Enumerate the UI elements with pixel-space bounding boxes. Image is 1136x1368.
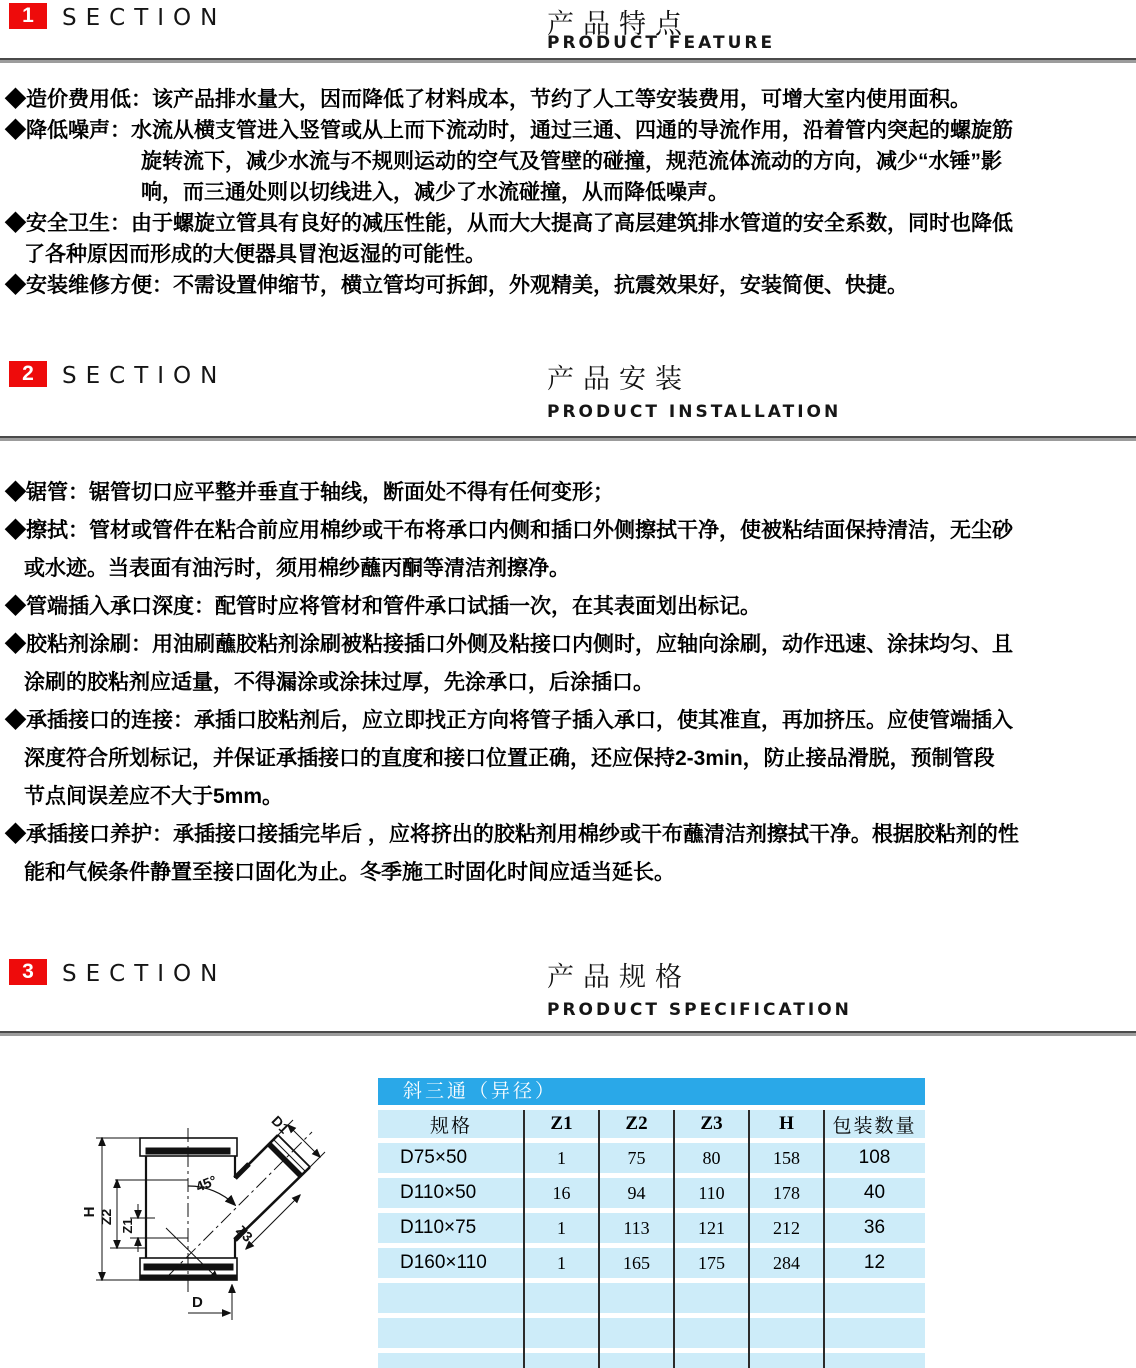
col-header-h: H: [749, 1110, 824, 1138]
install-line: ◆承插接口的连接：承插口胶粘剂后，应立即找正方向将管子插入承口，使其准直，再加挤压。应使管端插入: [5, 709, 1013, 732]
feature-line: ◆造价费用低：该产品排水量大，因而降低了材料成本，节约了人工等安装费用，可增大室内使用面积。: [5, 88, 971, 111]
install-line: ◆胶粘剂涂刷：用油刷蘸胶粘剂涂刷被粘接插口外侧及粘接口内侧时，应轴向涂刷，动作迅速、涂抹均匀、且: [5, 633, 1013, 656]
table-row: [378, 1143, 925, 1173]
table-row: [378, 1248, 925, 1278]
dim-d1-label: D1: [268, 1112, 293, 1137]
spec-table: [378, 1078, 925, 1368]
section-1-title-en: PRODUCT FEATURE: [547, 33, 776, 53]
fitting-dimension-diagram: [60, 1098, 360, 1368]
cell-z1: 16: [524, 1178, 599, 1208]
column-divider: [523, 1110, 525, 1368]
cell-z3: 121: [674, 1213, 749, 1243]
cell-z2: 94: [599, 1178, 674, 1208]
install-line: ◆承插接口养护：承插接口接插完毕后 ，应将挤出的胶粘剂用棉纱或干布蘸清洁剂擦拭干净。根据胶粘剂的性: [5, 823, 1019, 846]
cell-z3: 80: [674, 1143, 749, 1173]
cell-z2: 113: [599, 1213, 674, 1243]
column-divider: [748, 1110, 750, 1368]
cell-z1: 1: [524, 1213, 599, 1243]
install-line: ◆擦拭：管材或管件在粘合前应用棉纱或干布将承口内侧和插口外侧擦拭干净，使被粘结面保持清洁，无尘砂: [5, 519, 1013, 542]
install-line: 或水迹。当表面有油污时，须用棉纱蘸丙酮等清洁剂擦净。: [24, 557, 570, 580]
section-3-label: SECTION: [62, 961, 227, 987]
feature-line: ◆降低噪声：水流从横支管进入竖管或从上而下流动时，通过三通、四通的导流作用，沿着管内突起的螺旋筋: [5, 119, 1013, 142]
feature-line: 了各种原因而形成的大便器具冒泡返湿的可能性。: [24, 243, 486, 266]
feature-line: 旋转流下，减少水流与不规则运动的空气及管壁的碰撞，规范流体流动的方向，减少“水锤”影: [141, 150, 1002, 173]
col-header-z1: Z1: [524, 1110, 599, 1138]
feature-line: ◆安全卫生：由于螺旋立管具有良好的减压性能，从而大大提高了高层建筑排水管道的安全系数，同时也降低: [5, 212, 1013, 235]
feature-list: [5, 84, 1013, 301]
table-row-empty: [378, 1283, 925, 1313]
cell-h: 178: [749, 1178, 824, 1208]
table-row: [378, 1213, 925, 1243]
section-3-title-en: PRODUCT SPECIFICATION: [547, 1000, 852, 1020]
cell-z3: 110: [674, 1178, 749, 1208]
dim-h-label: H: [81, 1206, 98, 1218]
cell-z2: 165: [599, 1248, 674, 1278]
section-2-badge: 2: [9, 361, 47, 387]
table-row: [378, 1178, 925, 1208]
table-row-empty: [378, 1318, 925, 1348]
column-divider: [823, 1110, 825, 1368]
spec-table-header-row: [378, 1110, 925, 1138]
section-3-badge: 3: [9, 959, 47, 985]
cell-h: 158: [749, 1143, 824, 1173]
install-line: 能和气候条件静置至接口固化为止。冬季施工时固化时间应适当延长。: [24, 861, 675, 884]
section-1-title-cn: 产品特点: [547, 9, 691, 39]
section-2-label: SECTION: [62, 363, 227, 389]
col-header-spec: 规格: [378, 1110, 524, 1138]
installation-list: [5, 474, 1019, 892]
column-divider: [673, 1110, 675, 1368]
col-header-z3: Z3: [674, 1110, 749, 1138]
cell-pkg: 12: [824, 1248, 925, 1278]
angle-label: 45°: [193, 1171, 219, 1195]
dim-d-label: D: [192, 1294, 203, 1311]
cell-h: 284: [749, 1248, 824, 1278]
cell-pkg: 36: [824, 1213, 925, 1243]
install-line: 涂刷的胶粘剂应适量，不得漏涂或涂抹过厚，先涂承口，后涂插口。: [24, 671, 654, 694]
section-1-badge: 1: [9, 3, 47, 29]
column-divider: [598, 1110, 600, 1368]
section-1-divider: [0, 58, 1136, 63]
spec-table-title: 斜三通（异径）: [378, 1078, 925, 1105]
cell-spec: D110×50: [378, 1178, 524, 1208]
section-2-title-en: PRODUCT INSTALLATION: [547, 402, 842, 422]
section-1-label: SECTION: [62, 5, 227, 31]
section-2-title-cn: 产品安装: [547, 364, 691, 394]
section-3-divider: [0, 1031, 1136, 1036]
col-header-z2: Z2: [599, 1110, 674, 1138]
cell-z2: 75: [599, 1143, 674, 1173]
cell-z1: 1: [524, 1143, 599, 1173]
install-line: 节点间误差应不大于5mm。: [24, 785, 284, 808]
dim-z3-label: Z3: [233, 1222, 256, 1245]
cell-spec: D75×50: [378, 1143, 524, 1173]
section-2-divider: [0, 436, 1136, 441]
feature-line: ◆安装维修方便：不需设置伸缩节，横立管均可拆卸，外观精美，抗震效果好，安装简便、快捷。: [5, 274, 908, 297]
install-line: ◆锯管：锯管切口应平整并垂直于轴线，断面处不得有任何变形；: [5, 481, 614, 504]
install-line: ◆管端插入承口深度：配管时应将管材和管件承口试插一次，在其表面划出标记。: [5, 595, 761, 618]
feature-line: 响，而三通处则以切线进入，减少了水流碰撞，从而降低噪声。: [141, 181, 729, 204]
dim-z1-label: Z1: [120, 1218, 135, 1234]
cell-z1: 1: [524, 1248, 599, 1278]
cell-spec: D160×110: [378, 1248, 524, 1278]
col-header-package: 包装数量: [824, 1110, 925, 1138]
install-line: 深度符合所划标记，并保证承插接口的直度和接口位置正确，还应保持2-3min，防止接品滑脱，预制管段: [24, 747, 995, 770]
dim-z2-label: Z2: [98, 1208, 114, 1226]
cell-h: 212: [749, 1213, 824, 1243]
cell-z3: 175: [674, 1248, 749, 1278]
table-row-empty: [378, 1353, 925, 1368]
section-3-title-cn: 产品规格: [547, 962, 691, 992]
cell-pkg: 40: [824, 1178, 925, 1208]
cell-spec: D110×75: [378, 1213, 524, 1243]
cell-pkg: 108: [824, 1143, 925, 1173]
